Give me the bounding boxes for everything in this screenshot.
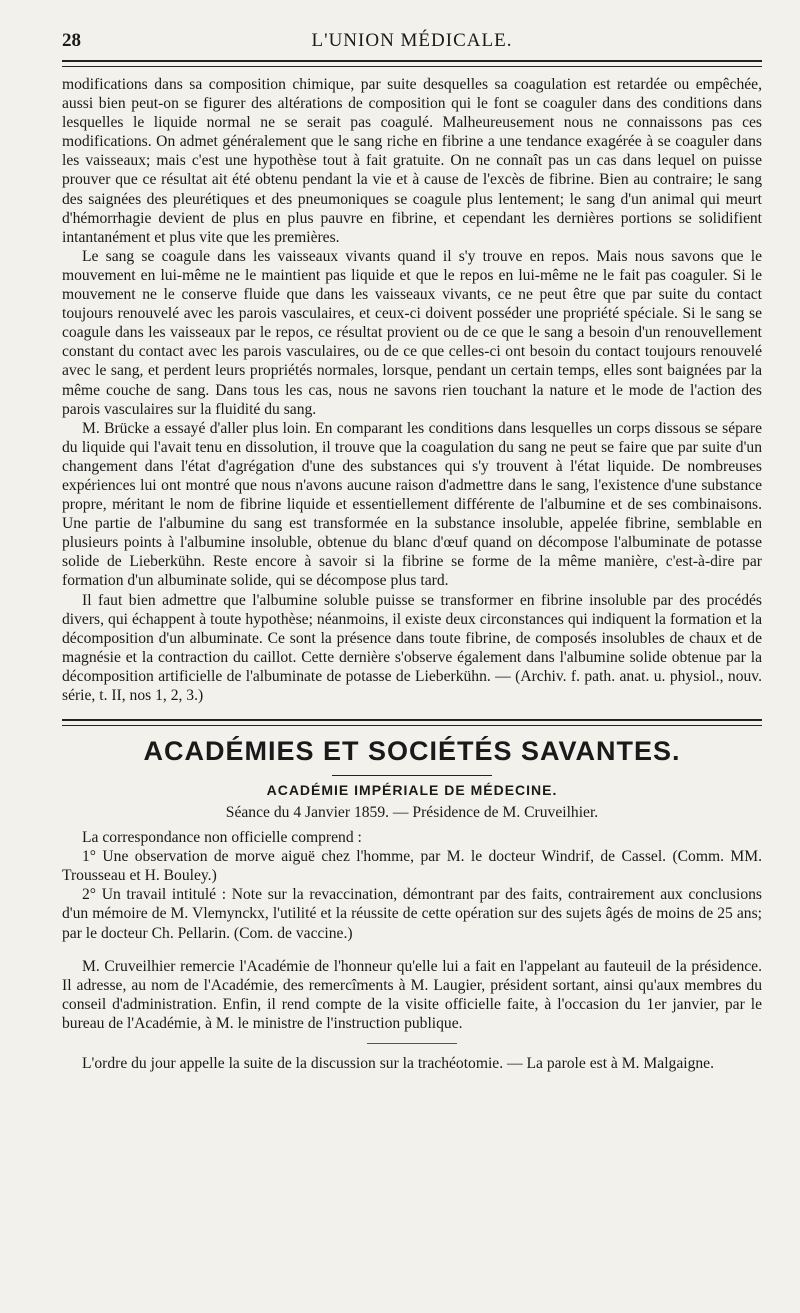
header-rule [62, 60, 762, 67]
section-paragraph: La correspondance non officielle comprend : [82, 829, 362, 847]
section-paragraph: 2° Un travail intitulé : Note sur la revaccination, démontrant par des faits, contrairement aux conclusions d'un mémoire de M. Vlemynckx, l'utilité et la réussite de cette opération sur des sujets âgés de moins de 25 ans; par le docteur Ch. Pellarin. (Com. de vaccine.) [62, 886, 762, 942]
title-underline [332, 775, 492, 776]
academy-heading: ACADÉMIE IMPÉRIALE DE MÉDECINE. [266, 782, 558, 799]
paragraph-separator [367, 1043, 457, 1044]
section-paragraph: 1° Une observation de morve aiguë chez l'homme, par M. le docteur Windrif, de Cassel. (Comm. MM. Trousseau et H. Bouley.) [62, 848, 762, 885]
article-paragraph: Il faut bien admettre que l'albumine soluble puisse se transformer en fibrine insoluble par des procédés divers, qui échappent à toute hypothèse; néanmoins, il existe deux circonstances qui indiquent la formation et la décomposition d'un albuminate. Ce sont la présence dans toute fibrine, de composés insolubles de chaux et de magnésie et la contraction du caillot. Cette dernière s'observe également dans l'albumine solide obtenue par la décomposition artificielle de l'albuminate de potasse de Lieberkühn. — (Archiv. f. path. anat. u. physiol., nouv. série, t. II, nos 1, 2, 3.) [62, 591, 762, 704]
section-body [62, 828, 762, 1073]
article-paragraph: M. Brücke a essayé d'aller plus loin. En comparant les conditions dans lesquelles un corps dissous se sépare du liquide qui l'avait tenu en dissolution, il trouve que la coagulation du sang ne peut se faire que par suite d'un changement dans l'état d'agrégation d'une des substances qui s'y trouvent à l'état liquide. De nombreuses expériences lui ont montré que nous n'avons aucune raison d'admettre dans le sang, l'existence d'une substance propre, méritant le nom de fibrine liquide et essentiellement différente de l'albumine et de ses combinaisons. Une partie de l'albumine du sang est transformée en la substance insoluble, appelée fibrine, semblable en plusieurs points à l'albumine insoluble, obtenue du blanc d'œuf quand on décompose l'albuminate de potasse solide de Lieberkühn. Reste encore à savoir si la fibrine se forme de la même manière, c'est-à-dire par formation d'un albuminate solide, qui se décompose plus tard. [62, 419, 762, 590]
journal-title: L'UNION MÉDICALE. [311, 30, 513, 51]
section-title: ACADÉMIES ET SOCIÉTÉS SAVANTES. [143, 736, 681, 767]
article-body [62, 75, 762, 705]
section-separator [62, 719, 762, 726]
spacer [62, 943, 762, 957]
running-head [62, 24, 762, 52]
article-paragraph: modifications dans sa composition chimique, par suite desquelles sa coagulation est retardée ou empêchée, aussi bien peut-on se figurer des altérations de composition qui le font se coaguler dans des conditions dans lesquelles le liquide normal ne se serait pas coagulé. Malheureusement nous ne connaissons pas ces modifications. On admet généralement que le sang riche en fibrine a une tendance exagérée à se coaguler dans les vaisseaux; mais c'est une hypothèse tout à fait gratuite. On ne connaît pas un cas dans lequel on puisse prouver que ce résultat ait été obtenu pendant la vie et à cause de l'excès de fibrine. Bien au contraire; le sang des saignées des pleurétiques et des pneumoniques se coagule plus lentement; le sang d'un animal qui meurt d'hémorrhagie devient de plus en plus pauvre en fibrine, et cependant les dernières portions se solidifient intantanément et plus vite que les premières. [62, 76, 762, 246]
section-paragraph: L'ordre du jour appelle la suite de la discussion sur la trachéotomie. — La parole est à M. Malgaigne. [82, 1055, 714, 1073]
article-paragraph: Le sang se coagule dans les vaisseaux vivants quand il s'y trouve en repos. Mais nous savons que le mouvement en lui-même ne le maintient pas liquide et que le repos en lui-même ne le fait pas coaguler. Si le mouvement ne le conserve fluide que dans les vaisseaux vivants, ce ne peut être que par suite du contact toujours renouvelé avec les parois vasculaires, et ceux-ci doivent posséder une propriété spéciale. Si le sang se coagule dans les vaisseaux par le repos, ce résultat provient ou de ce que le sang a besoin d'un renouvellement constant du contact avec les parois vasculaires, ou de ce que celles-ci ont besoin du contact toujours renouvelé avec le sang, et perdent leurs propriétés normales, lorsque, pendant un certain temps, elles sont baignées par la même couche de sang. Dans tous les cas, nous ne savons rien touchant la nature et le mode de l'action des parois vasculaires sur la fluidité du sang. [62, 247, 762, 418]
section-paragraph: M. Cruveilhier remercie l'Académie de l'honneur qu'elle lui a fait en l'appelant au fauteuil de la présidence. Il adresse, au nom de l'Académie, des remercîments à M. Laugier, président sortant, ainsi qu'aux membres du conseil d'administration. Enfin, il rend compte de la visite officielle faite, à l'occasion du 1er janvier, par le bureau de l'Académie, à M. le ministre de l'instruction publique. [62, 957, 762, 1032]
page-number: 28 [62, 30, 81, 51]
seance-line: Séance du 4 Janvier 1859. — Présidence de M. Cruveilhier. [225, 804, 599, 822]
